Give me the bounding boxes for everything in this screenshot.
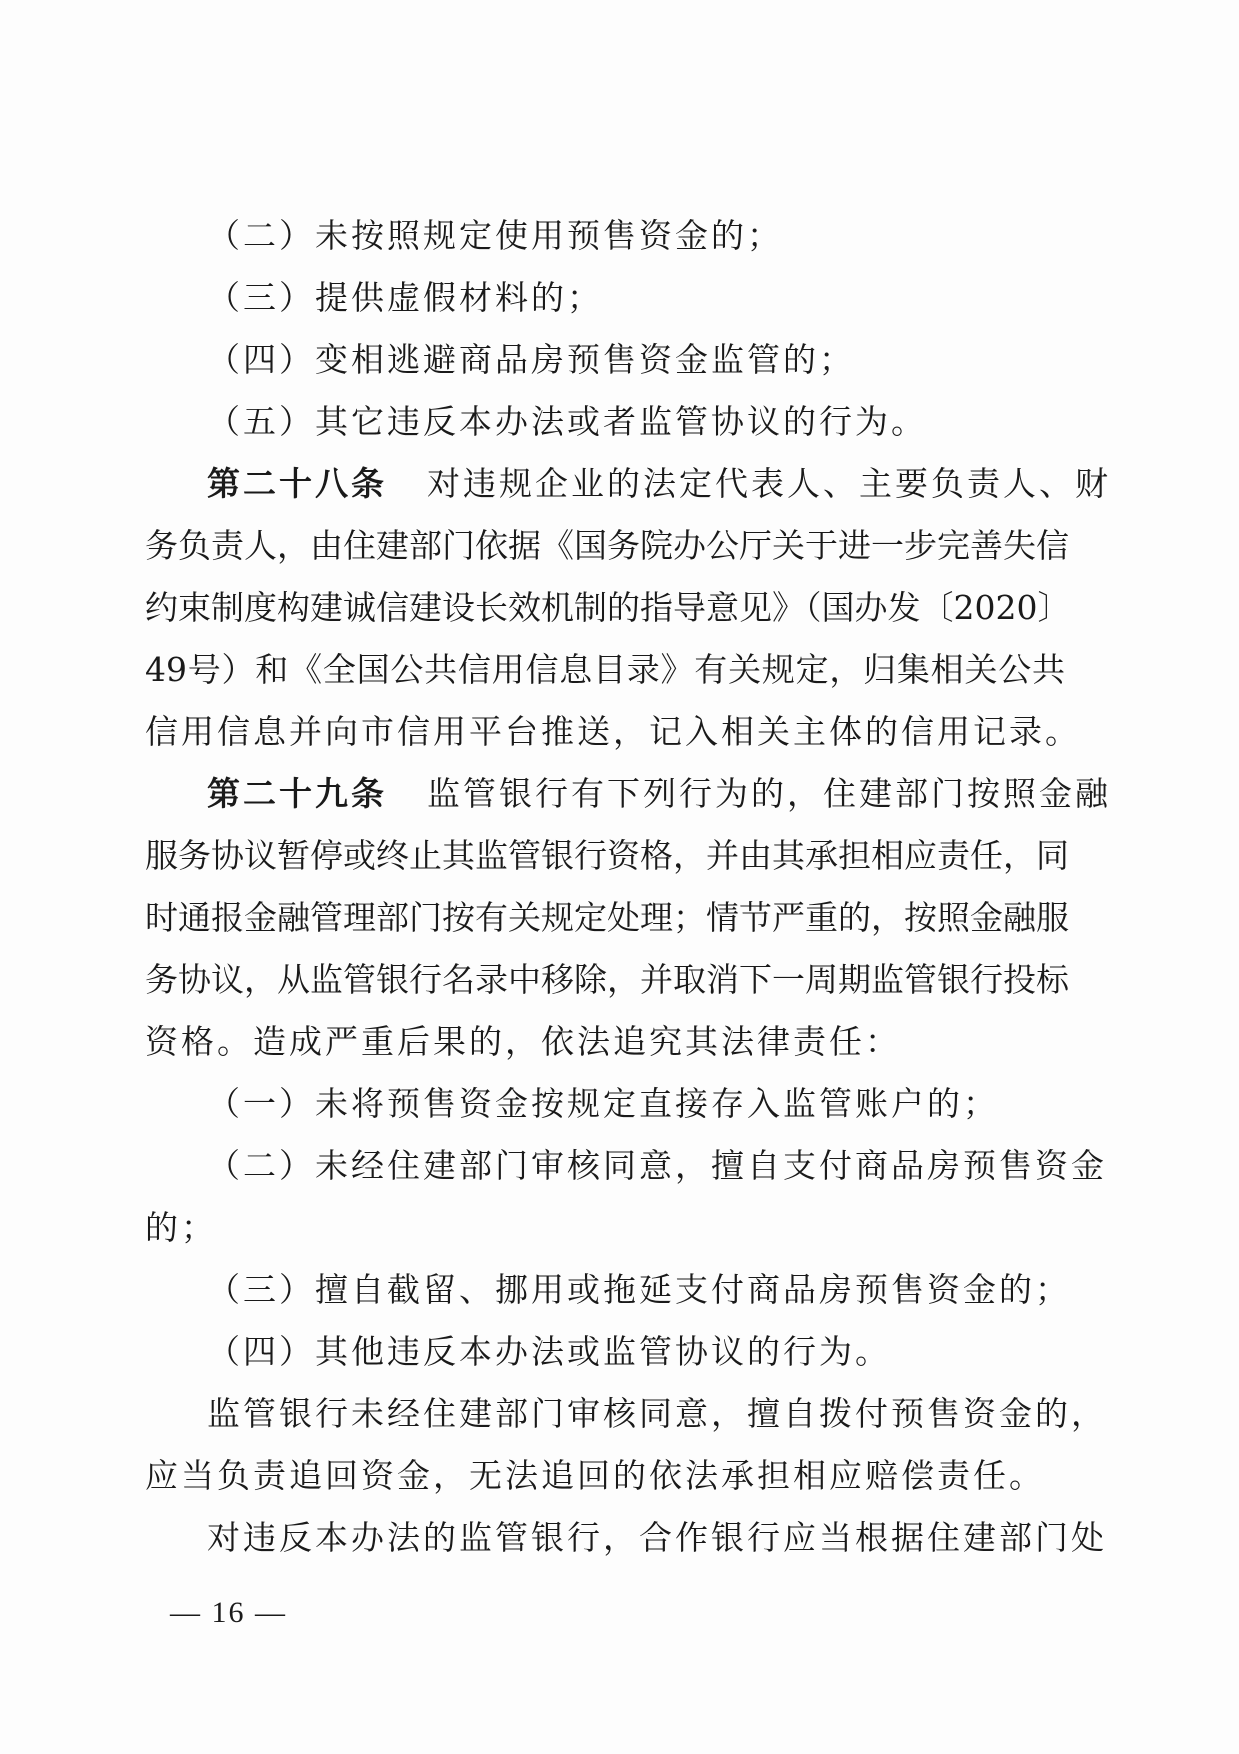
article-29-item-3: （三）擅自截留、挪用或拖延支付商品房预售资金的； — [207, 1270, 1071, 1309]
article-29-title: 第二十九条 — [207, 774, 387, 813]
article-28-line-5: 信用信息并向市信用平台推送，记入相关主体的信用记录。 — [145, 712, 1081, 751]
paragraph-cooperating-bank-line-1: 对违反本办法的监管银行，合作银行应当根据住建部门处 — [207, 1518, 1107, 1557]
document-body — [145, 205, 1111, 1569]
article-28-line-4: 49号）和《全国公共信用信息目录》有关规定，归集相关公共 — [145, 650, 1065, 689]
clause-item-5: （五）其它违反本办法或者监管协议的行为。 — [207, 402, 927, 441]
clause-item-3: （三）提供虚假材料的； — [207, 278, 603, 317]
page-number: — 16 — — [170, 1596, 287, 1629]
article-29-item-4: （四）其他违反本办法或监管协议的行为。 — [207, 1332, 891, 1371]
paragraph-recovery-line-1: 监管银行未经住建部门审核同意，擅自拨付预售资金的， — [207, 1394, 1107, 1433]
article-28-title: 第二十八条 — [207, 464, 387, 503]
article-29-line-5: 资格。造成严重后果的，依法追究其法律责任： — [145, 1022, 901, 1061]
article-29-item-1: （一）未将预售资金按规定直接存入监管账户的； — [207, 1084, 999, 1123]
article-29-line-2: 服务协议暂停或终止其监管银行资格，并由其承担相应责任，同 — [145, 836, 1069, 875]
article-29-item-2: （二）未经住建部门审核同意，擅自支付商品房预售资金 — [207, 1146, 1107, 1185]
article-29-item-2-continued: 的； — [145, 1208, 217, 1247]
clause-item-4: （四）变相逃避商品房预售资金监管的； — [207, 340, 855, 379]
article-29-text: 监管银行有下列行为的，住建部门按照金融 — [427, 774, 1111, 813]
article-29-first-line — [145, 763, 1111, 825]
article-28-first-line — [145, 453, 1111, 515]
clause-item-2: （二）未按照规定使用预售资金的； — [207, 216, 783, 255]
article-29-line-4: 务协议，从监管银行名录中移除，并取消下一周期监管银行投标 — [145, 960, 1069, 999]
article-28-line-3: 约束制度构建诚信建设长效机制的指导意见》（国办发〔2020〕 — [145, 588, 1071, 627]
article-28-line-2: 务负责人，由住建部门依据《国务院办公厅关于进一步完善失信 — [145, 526, 1069, 565]
article-28-text: 对违规企业的法定代表人、主要负责人、财 — [427, 464, 1111, 503]
article-29-line-3: 时通报金融管理部门按有关规定处理；情节严重的，按照金融服 — [145, 898, 1069, 937]
paragraph-recovery-line-2: 应当负责追回资金，无法追回的依法承担相应赔偿责任。 — [145, 1456, 1045, 1495]
